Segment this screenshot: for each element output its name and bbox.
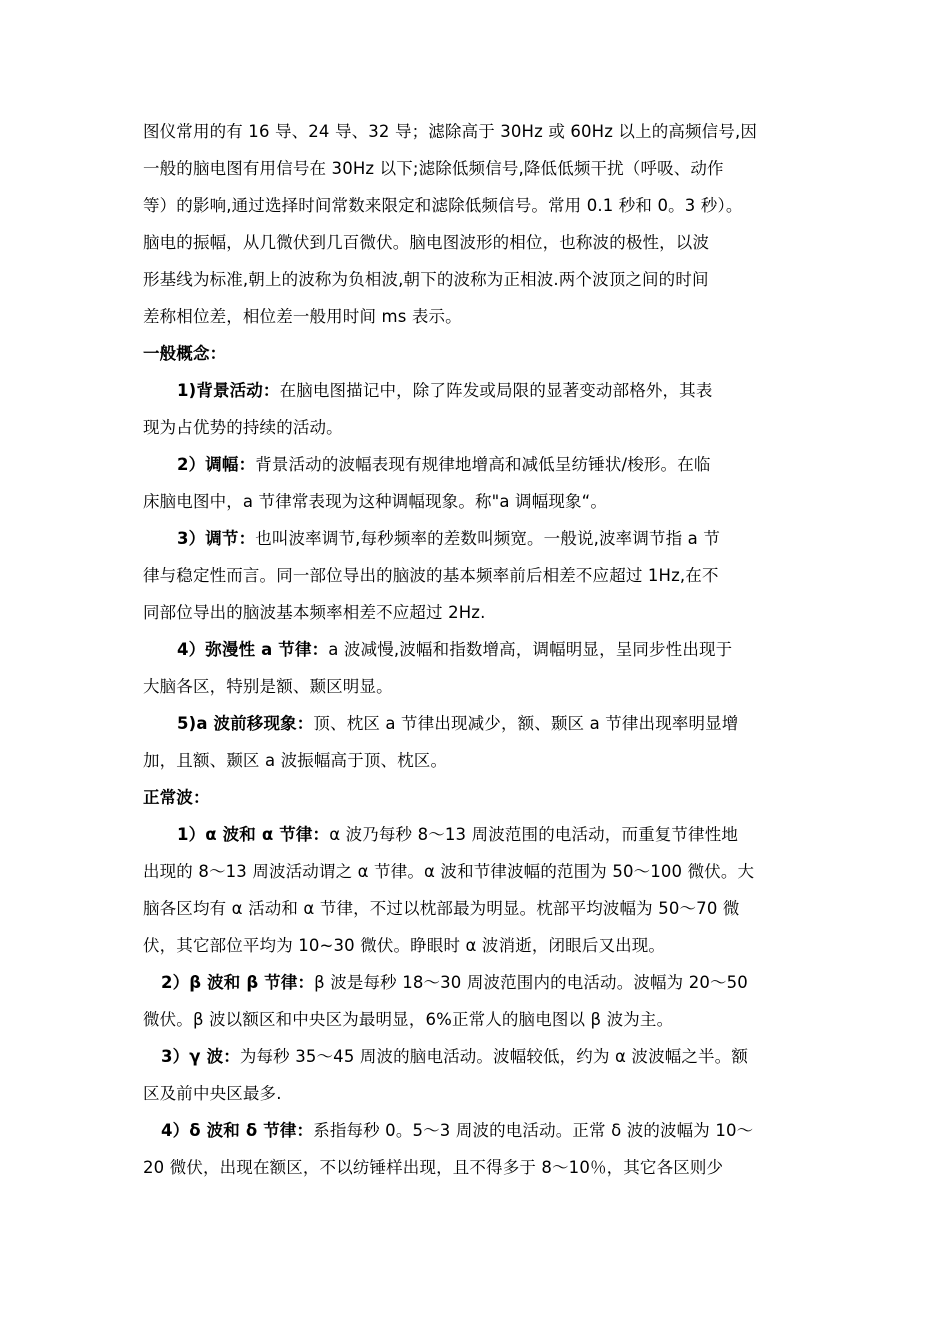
section-heading-normal-waves: 正常波：: [143, 788, 210, 807]
definition-text: 为每秒 35～45 周波的脑电活动。波幅较低，约为 α 波波幅之半。额: [239, 1047, 748, 1066]
term-label: 4）δ 波和 δ 节律：: [161, 1121, 314, 1140]
definition-text: 在脑电图描记中，除了阵发或局限的显著变动部格外，其表: [279, 381, 713, 400]
text-line: 区及前中央区最多.: [143, 1084, 282, 1103]
concept-background-activity: [143, 372, 813, 446]
text-line: 律与稳定性而言。同一部位导出的脑波的基本频率前后相差不应超过 1Hz,在不: [143, 566, 719, 585]
definition-text: 顶、枕区 a 节律出现减少，额、颞区 a 节律出现率明显增: [313, 714, 739, 733]
text-line: 脑各区均有 α 活动和 α 节律，不过以枕部最为明显。枕部平均波幅为 50～70 微: [143, 899, 740, 918]
text-line: 差称相位差，相位差一般用时间 ms 表示。: [143, 307, 462, 326]
term-label: 3）调节：: [177, 529, 256, 548]
definition-text: β 波是每秒 18～30 周波范围内的电活动。波幅为 20～50: [314, 973, 748, 992]
definition-text: 背景活动的波幅表现有规律地增高和减低呈纺锤状/梭形。在临: [255, 455, 711, 474]
text-line: 大脑各区，特别是额、颞区明显。: [143, 677, 393, 696]
wave-gamma: [143, 1038, 813, 1112]
definition-text: α 波乃每秒 8～13 周波范围的电活动，而重复节律性地: [329, 825, 738, 844]
text-line: 20 微伏，出现在额区，不以纺锤样出现，且不得多于 8～10％，其它各区则少: [143, 1158, 724, 1177]
document-page: [143, 113, 813, 1186]
concept-frequency-regulation: [143, 520, 813, 631]
term-label: 4）弥漫性 a 节律：: [177, 640, 329, 659]
concept-alpha-anteriorization: [143, 705, 813, 779]
text-line: 床脑电图中，a 节律常表现为这种调幅现象。称"a 调幅现象“。: [143, 492, 607, 511]
definition-text: 也叫波率调节,每秒频率的差数叫频宽。一般说,波率调节指 a 节: [255, 529, 720, 548]
text-line: 图仪常用的有 16 导、24 导、32 导；滤除高于 30Hz 或 60Hz 以上的高频信号,因: [143, 122, 758, 141]
text-line: 伏，其它部位平均为 10~30 微伏。睁眼时 α 波消逝，闭眼后又出现。: [143, 936, 666, 955]
term-label: 5)a 波前移现象：: [177, 714, 314, 733]
text-line: 同部位导出的脑波基本频率相差不应超过 2Hz.: [143, 603, 486, 622]
text-line: 脑电的振幅，从几微伏到几百微伏。脑电图波形的相位，也称波的极性，以波: [143, 233, 710, 252]
term-label: 3）γ 波：: [161, 1047, 240, 1066]
text-line: 出现的 8～13 周波活动谓之 α 节律。α 波和节律波幅的范围为 50～100 微伏。大: [143, 862, 755, 881]
wave-alpha: [143, 816, 813, 964]
wave-beta: [143, 964, 813, 1038]
term-label: 2）调幅：: [177, 455, 256, 474]
text-line: 形基线为标准,朝上的波称为负相波,朝下的波称为正相波.两个波顶之间的时间: [143, 270, 709, 289]
text-line: 一般的脑电图有用信号在 30Hz 以下;滤除低频信号,降低低频干扰（呼吸、动作: [143, 159, 724, 178]
text-line: 现为占优势的持续的活动。: [143, 418, 343, 437]
concept-diffuse-alpha: [143, 631, 813, 705]
definition-text: a 波减慢,波幅和指数增高，调幅明显，呈同步性出现于: [328, 640, 733, 659]
concept-amplitude-modulation: [143, 446, 813, 520]
definition-text: 系指每秒 0。5～3 周波的电活动。正常 δ 波的波幅为 10～: [313, 1121, 754, 1140]
intro-paragraph: [143, 113, 813, 335]
term-label: 1)背景活动：: [177, 381, 280, 400]
term-label: 1）α 波和 α 节律：: [177, 825, 330, 844]
text-line: 等）的影响,通过选择时间常数来限定和滤除低频信号。常用 0.1 秒和 0。3 秒）。: [143, 196, 743, 215]
section-heading-general-concepts: 一般概念：: [143, 344, 227, 363]
term-label: 2）β 波和 β 节律：: [161, 973, 315, 992]
wave-delta: [143, 1112, 813, 1186]
text-line: 微伏。β 波以额区和中央区为最明显，6%正常人的脑电图以 β 波为主。: [143, 1010, 674, 1029]
text-line: 加，且额、颞区 a 波振幅高于顶、枕区。: [143, 751, 448, 770]
